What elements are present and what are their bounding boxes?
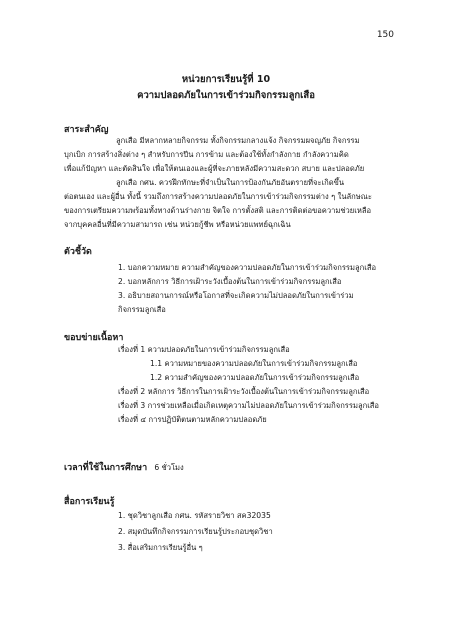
study-time <box>64 460 184 474</box>
media-item: 2. สมุดบันทึกกิจกรรมการเรียนรู้ประกอบชุดวิชา <box>118 527 273 536</box>
scope-subitem: 1.1 ความหมายของความปลอดภัยในการเข้าร่วมกิจกรรมลูกเสือ <box>150 359 358 368</box>
unit-subtitle: ความปลอดภัยในการเข้าร่วมกิจกรรมลูกเสือ <box>137 90 315 101</box>
scope-item: เรื่องที่ ๔ การปฏิบัติตนตามหลักความปลอดภัย <box>118 415 267 424</box>
scope-item: เรื่องที่ 2 หลักการ วิธีการในการเฝ้าระวังเบื้องต้นในการเข้าร่วมกิจกรรมลูกเสือ <box>118 387 370 396</box>
study-time-value: 6 ชั่วโมง <box>154 463 184 472</box>
scope-subitem: 1.2 ความสำคัญของความปลอดภัยในการเข้าร่วมกิจกรรมลูกเสือ <box>150 373 360 382</box>
essence-line: จากบุคคลอื่นที่มีความสามารถ เช่น หน่วยกู้ชีพ หรือหน่วยแพทย์ฉุกเฉิน <box>64 220 291 229</box>
essence-line: ลูกเสือ มีหลากหลายกิจกรรม ทั้งกิจกรรมกลางแจ้ง กิจกรรมผจญภัย กิจกรรม <box>116 136 360 145</box>
essence-line: ของการเตรียมความพร้อมทั้งทางด้านร่างกาย จิตใจ การตั้งสติ และการติดต่อขอความช่วยเหลือ <box>64 206 372 215</box>
media-item: 1. ชุดวิชาลูกเสือ กศน. รหัสรายวิชา สค32035 <box>118 511 271 520</box>
scope-item: เรื่องที่ 3 การช่วยเหลือเมื่อเกิดเหตุความไม่ปลอดภัยในการเข้าร่วมกิจกรรมลูกเสือ <box>118 401 379 410</box>
essence-line: บุกเบิก การสร้างสิ่งต่าง ๆ สำหรับการปีน การข้าม และต้องใช้ทั้งกำลังกาย กำลังความคิด <box>64 150 349 159</box>
page-number: 150 <box>376 30 394 40</box>
indicators-heading: ตัวชี้วัด <box>64 247 92 257</box>
unit-title: หน่วยการเรียนรู้ที่ 10 <box>181 74 271 85</box>
scope-heading: ขอบข่ายเนื้อหา <box>64 333 124 343</box>
essence-line: ลูกเสือ กศน. ควรฝึกทักษะที่จำเป็นในการป้องกันภัยอันตรายที่จะเกิดขึ้น <box>116 178 345 187</box>
essence-line: ต่อตนเอง และผู้อื่น ทั้งนี้ รวมถึงการสร้างความปลอดภัยในการเข้าร่วมกิจกรรมต่าง ๆ ในลักษณะ <box>64 192 372 201</box>
essence-heading: สาระสำคัญ <box>64 125 109 135</box>
indicator-item: กิจกรรมลูกเสือ <box>118 305 166 314</box>
media-heading: สื่อการเรียนรู้ <box>64 497 115 507</box>
indicator-item: 1. บอกความหมาย ความสำคัญของความปลอดภัยในการเข้าร่วมกิจกรรมลูกเสือ <box>118 263 377 272</box>
media-item: 3. สื่อเสริมการเรียนรู้อื่น ๆ <box>118 543 203 552</box>
scope-item: เรื่องที่ 1 ความปลอดภัยในการเข้าร่วมกิจกรรมลูกเสือ <box>118 345 290 354</box>
study-time-heading: เวลาที่ใช้ในการศึกษา <box>64 463 148 473</box>
essence-line: เพื่อแก้ปัญหา และตัดสินใจ เพื่อให้ตนเองและผู้ที่จะภายหลังมีความสะดวก สบาย และปลอดภัย <box>64 164 365 173</box>
indicator-item: 3. อธิบายสถานการณ์หรือโอกาสที่จะเกิดความไม่ปลอดภัยในการเข้าร่วม <box>118 291 354 300</box>
indicator-item: 2. บอกหลักการ วิธีการเฝ้าระวังเบื้องต้นในการเข้าร่วมกิจกรรมลูกเสือ <box>118 277 342 286</box>
